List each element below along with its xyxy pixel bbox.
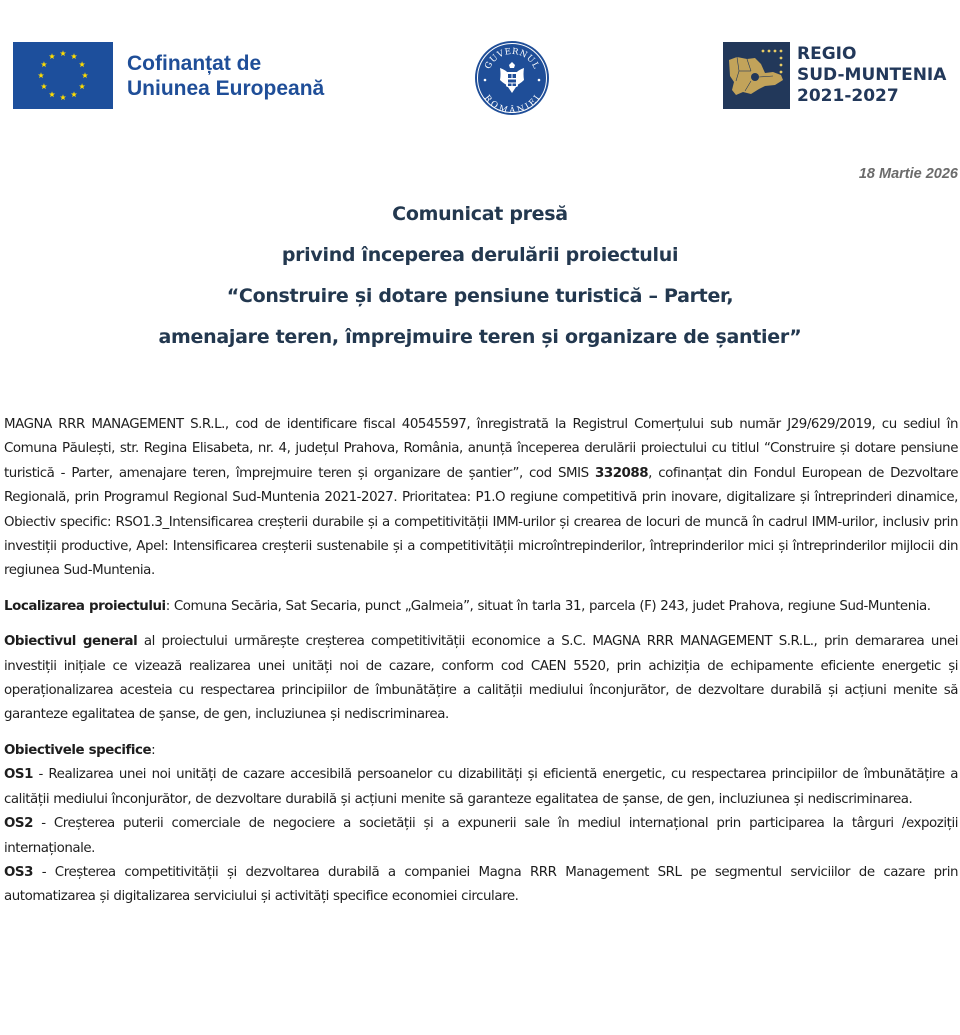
eu-star-icon [71,91,77,97]
intro-text-1: MAGNA RRR MANAGEMENT S.R.L., cod de identificare fiscal 40545597, înregistrată la Registrul Comerțului sub număr J29/629/2019, cu sediul în Comuna Păulești, str. Regina Elisabeta, nr. 4, județul Prahova, România, anunță începerea derulării proiectului cu titlul “Construire și dotare pensiune turistică - Parter, amenajare teren, împrejmuire teren și organizare de șantier”, cod SMIS [4,417,958,481]
regio-logo-text [797,44,946,107]
location-text: : Comuna Secăria, Sat Secaria, punct „Galmeia”, situat în tarla 31, parcela (F) 243, judet Prahova, regiune Sud-Muntenia. [165,598,931,614]
regio-logo-line2: SUD-MUNTENIA [797,65,947,85]
eu-cofinancing-logo [13,42,324,109]
eu-star-icon [38,72,44,78]
title-line-3: “Construire și dotare pensiune turistică – Parter, [226,285,734,307]
seal-bottom-text: ROMÂNIEI [481,93,543,116]
location-paragraph [4,595,958,619]
eu-star-icon [41,83,47,89]
eu-star-icon [41,61,47,67]
press-release-body [4,413,958,910]
regio-logo-line1: REGIO [797,44,857,64]
specific-objectives-label: Obiectivele specifice [4,742,152,758]
intro-text-2: , cofinanțat din Fondul European de Dezvoltare Regională, prin Programul Regional Sud-Muntenia 2021-2027. Prioritatea: P1.O regiune competitivă prin inovare, digitalizare și întreprinderi dinamice, Obiectiv specific: RSO1.3_Intensificarea creșterii durabile și a competitivității IMM-urilor și crearea de locuri de muncă în cadrul IMM-urilor, inclusiv prin investiții productive, Apel: Intensificarea creșterii sustenabile și a competitivității microîntrepinderilor, întreprinderilor mici și întreprinderilor mijlocii din regiunea Sud-Muntenia. [4,465,958,579]
objective-item [4,763,958,812]
regio-sud-muntenia-logo [723,42,946,109]
eu-logo-line1: Cofinanțat de [127,51,262,75]
title-line-2: privind începerea derulării proiectului [281,244,679,266]
eu-star-icon [60,50,66,56]
general-objective-text: al proiectului urmărește creșterea competitivității economice a S.C. MAGNA RRR MANAGEMENT S.R.L., prin demararea unei investiții inițiale ce vizează realizarea unei unități noi de cazare, conform cod CAEN 5520, prin achiziția de echipamente eficiente energetic și operaționalizarea acesteia cu respectarea principiilor de îmbunătățire a calității mediului înconjurător, de dezvoltare durabilă și acțiuni menite să garanteze egalitatea de șanse, de gen, incluziunea și nediscriminarea. [4,634,959,723]
objective-item [4,812,958,861]
eu-star-icon [71,53,77,59]
press-release-date: 18 Martie 2026 [858,166,958,182]
press-release-title [0,203,960,367]
seal-top-text: GUVERNUL [483,46,541,71]
eu-star-icon [60,94,66,100]
eu-star-icon [79,61,85,67]
title-line-1: Comunicat presă [392,203,568,225]
objective-text: - Realizarea unei noi unități de cazare accesibilă persoanelor cu dizabilități și eficientă energetic, cu respectarea principiilor de îmbunătățire a calității mediului înconjurător, de dezvoltare durabilă și acțiuni menite să garanteze egalitatea de șanse, de gen, incluziunea și nediscriminarea. [4,767,958,807]
objective-code: OS1 [4,767,33,783]
general-objective-label: Obiectivul general [4,634,138,650]
specific-objectives-heading [4,739,958,763]
objective-text: - Creșterea competitivității și dezvoltarea durabilă a companiei Magna RRR Management SRL pe segmentul serviciilor de cazare prin automatizarea și digitalizarea serviciului și activități specifice economiei circulare. [4,864,958,905]
guvernul-romaniei-seal-icon [474,40,550,116]
eu-star-icon [49,53,55,59]
objective-item [4,861,958,910]
eu-flag-icon [13,42,113,109]
general-objective-paragraph [4,630,958,728]
objective-text: - Creșterea puterii comerciale de negociere a societății și a expunerii sale în mediul internațional prin participarea la târguri /expoziții internaționale. [4,816,958,856]
eu-star-icon [82,72,88,78]
smis-code: 332088 [594,465,649,481]
specific-objectives-colon: : [151,742,156,758]
objective-code: OS3 [4,864,33,880]
eu-logo-text [127,51,324,101]
logo-header [0,0,960,140]
title-line-4: amenajare teren, împrejmuire teren și organizare de șantier” [158,326,802,348]
objective-code: OS2 [4,816,33,832]
eu-logo-line2: Uniunea Europeană [127,76,325,100]
eu-star-icon [79,83,85,89]
sud-muntenia-map-icon [723,42,790,109]
location-label: Localizarea proiectului [4,598,166,614]
intro-paragraph [4,413,958,584]
eu-star-icon [49,91,55,97]
regio-logo-line3: 2021-2027 [797,86,899,106]
